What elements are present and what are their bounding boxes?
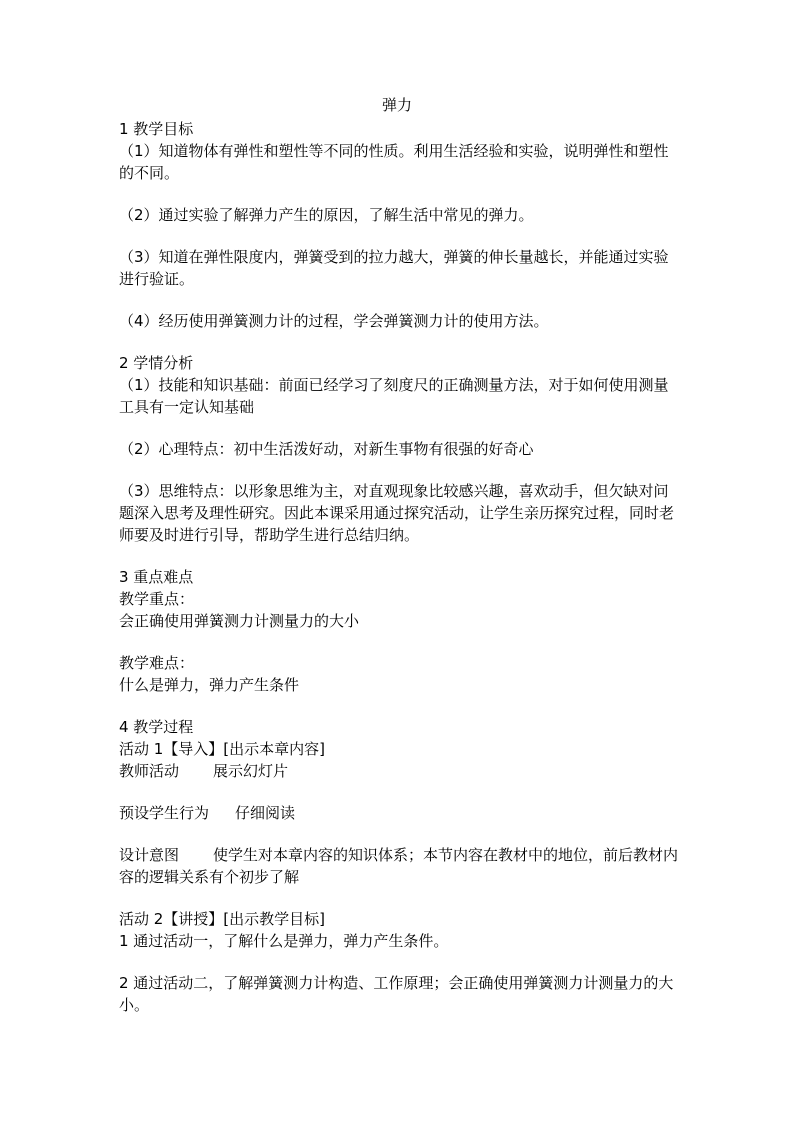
design-intent-text: 使学生对本章内容的知识体系；本节内容在教材中的地位，前后教材内容的逻辑关系有个初步了解 — [119, 846, 679, 886]
objective-3: （3）知道在弹性限度内，弹簧受到的拉力越大，弹簧的伸长量越长，并能通过实验进行验证。 — [119, 248, 669, 288]
analysis-1: （1）技能和知识基础：前面已经学习了刻度尺的正确测量方法，对于如何使用测量工具有一定认知基础 — [119, 376, 669, 416]
teacher-activity-label: 教师活动 — [119, 762, 180, 780]
analysis-2: （2）心理特点：初中生活泼好动，对新生事物有很强的好奇心 — [119, 440, 534, 458]
activity-1-design — [119, 844, 679, 888]
activity-1-teacher — [119, 760, 679, 782]
teacher-activity-text: 展示幻灯片 — [213, 762, 289, 780]
student-behavior-label: 预设学生行为 — [119, 804, 210, 822]
activity-1-title: 活动 1【导入】[出示本章内容] — [119, 740, 326, 758]
key-point-label: 教学重点： — [119, 590, 195, 608]
objective-1: （1）知道物体有弹性和塑性等不同的性质。利用生活经验和实验，说明弹性和塑性的不同。 — [119, 142, 669, 182]
section-heading-objectives: 1 教学目标 — [119, 120, 194, 138]
objective-2: （2）通过实验了解弹力产生的原因，了解生活中常见的弹力。 — [119, 206, 534, 224]
difficulty-label: 教学难点： — [119, 654, 195, 672]
activity-2-item-2: 2 通过活动二，了解弹簧测力计构造、工作原理；会正确使用弹簧测力计测量力的大小。 — [119, 974, 674, 1014]
section-heading-process: 4 教学过程 — [119, 718, 194, 736]
document-title: 弹力 — [381, 96, 412, 114]
student-behavior-text: 仔细阅读 — [235, 804, 296, 822]
activity-1-student — [119, 802, 679, 824]
section-heading-analysis: 2 学情分析 — [119, 354, 194, 372]
section-heading-key-points: 3 重点难点 — [119, 568, 194, 586]
difficulty-text: 什么是弹力，弹力产生条件 — [119, 676, 300, 694]
key-point-text: 会正确使用弹簧测力计测量力的大小 — [119, 612, 360, 630]
activity-2-title: 活动 2【讲授】[出示教学目标] — [119, 910, 326, 928]
analysis-3: （3）思维特点：以形象思维为主，对直观现象比较感兴趣，喜欢动手，但欠缺对问题深入思考及理性研究。因此本课采用通过探究活动，让学生亲历探究过程，同时老师要及时进行引导，帮助学生进行总结归纳。 — [119, 482, 675, 544]
objective-4: （4）经历使用弹簧测力计的过程，学会弹簧测力计的使用方法。 — [119, 312, 549, 330]
design-intent-label: 设计意图 — [119, 846, 180, 864]
document-body — [119, 118, 679, 1016]
activity-2-item-1: 1 通过活动一，了解什么是弹力，弹力产生条件。 — [119, 932, 449, 950]
